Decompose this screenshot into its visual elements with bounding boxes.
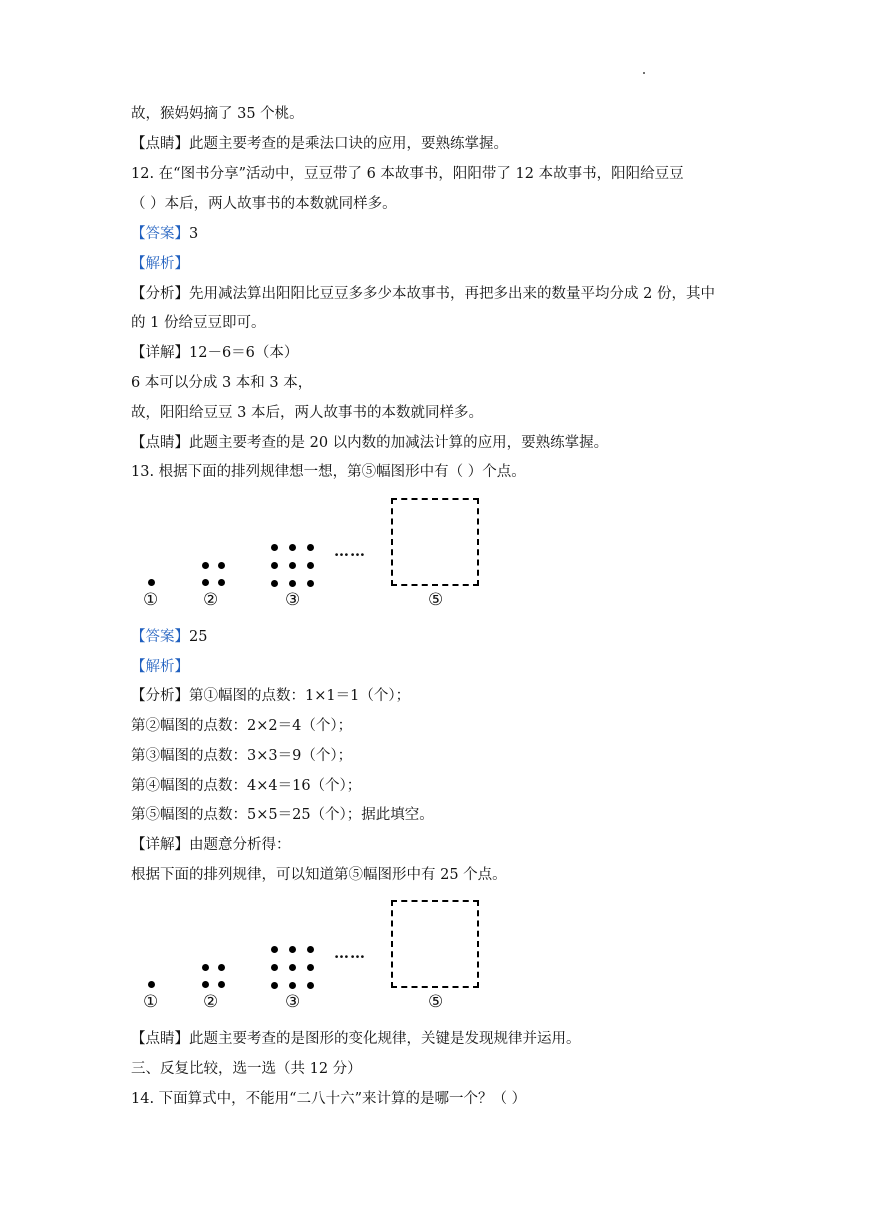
text-line-l5 xyxy=(131,224,198,244)
pattern-dot xyxy=(307,964,314,971)
text-segment: 【点睛】此题主要考查的是 20 以内数的加减法计算的应用，要熟练掌握。 xyxy=(131,435,609,451)
pattern-dot xyxy=(289,580,296,587)
pattern-ellipsis: …… xyxy=(334,542,366,560)
pattern-dot xyxy=(202,981,209,988)
pattern-dot xyxy=(289,982,296,989)
text-segment: 第⑤幅图的点数：5×5＝25（个）；据此填空。 xyxy=(131,807,434,823)
pattern-dot xyxy=(271,580,278,587)
text-line-l2 xyxy=(131,134,508,154)
page-mark xyxy=(643,72,645,74)
text-segment: 25 xyxy=(189,629,208,645)
text-line-l11 xyxy=(131,403,483,423)
text-line-l8 xyxy=(131,313,265,333)
empty-dashed-box xyxy=(391,498,479,586)
text-line-l7 xyxy=(131,284,715,304)
dot-pattern-figure-repeat xyxy=(131,897,491,1017)
text-segment: 【点睛】此题主要考查的是乘法口诀的应用，要熟练掌握。 xyxy=(131,136,508,152)
pattern-dot xyxy=(271,964,278,971)
pattern-dot xyxy=(148,579,155,586)
pattern-dot xyxy=(271,982,278,989)
text-line-l10 xyxy=(131,373,312,393)
pattern-dot xyxy=(307,946,314,953)
text-segment: 3 xyxy=(189,226,199,242)
text-line-l16 xyxy=(131,686,410,706)
pattern-dot xyxy=(202,562,209,569)
section-heading: 【答案】 xyxy=(131,226,189,242)
figure-label-3: ③ xyxy=(285,590,301,610)
text-line-l13 xyxy=(131,462,526,482)
section-heading: 【解析】 xyxy=(131,256,189,272)
text-line-l4 xyxy=(131,194,397,214)
text-segment: 【详解】由题意分析得： xyxy=(131,837,291,853)
figure-label-4: ⑤ xyxy=(428,590,444,610)
pattern-dot xyxy=(271,544,278,551)
text-segment: 14. 下面算式中，不能用“二八十六”来计算的是哪一个？（ ） xyxy=(131,1091,527,1107)
figure-label-2: ② xyxy=(203,992,219,1012)
text-segment: 第④幅图的点数：4×4＝16（个）； xyxy=(131,778,362,794)
pattern-dot xyxy=(307,562,314,569)
text-segment: （ ）本后，两人故事书的本数就同样多。 xyxy=(131,196,397,212)
dot-pattern-figure xyxy=(131,495,491,615)
text-segment: 第②幅图的点数：2×2＝4（个）； xyxy=(131,718,353,734)
pattern-dot xyxy=(271,562,278,569)
pattern-dot xyxy=(148,981,155,988)
text-line-l25 xyxy=(131,1089,526,1109)
pattern-dot xyxy=(307,544,314,551)
text-line-l17 xyxy=(131,716,352,736)
pattern-dot xyxy=(218,981,225,988)
figure-label-1: ① xyxy=(143,992,159,1012)
text-segment: 【分析】第①幅图的点数：1×1＝1（个）； xyxy=(131,688,411,704)
text-segment: 13. 根据下面的排列规律想一想，第⑤幅图形中有（ ）个点。 xyxy=(131,464,526,480)
pattern-dot xyxy=(289,562,296,569)
text-segment: 【详解】12－6＝6（本） xyxy=(131,345,299,361)
text-line-l15 xyxy=(131,657,189,677)
text-line-l22 xyxy=(131,865,507,885)
figure-label-3: ③ xyxy=(285,992,301,1012)
empty-dashed-box xyxy=(391,900,479,988)
figure-label-2: ② xyxy=(203,590,219,610)
text-line-l9 xyxy=(131,343,298,363)
text-segment: 第③幅图的点数：3×3＝9（个）； xyxy=(131,748,353,764)
pattern-dot xyxy=(289,544,296,551)
text-line-l3 xyxy=(131,164,684,184)
text-segment: 12. 在“图书分享”活动中，豆豆带了 6 本故事书，阳阳带了 12 本故事书，阳阳给豆豆 xyxy=(131,166,684,182)
text-line-l18 xyxy=(131,746,352,766)
text-segment: 的 1 份给豆豆即可。 xyxy=(131,315,266,331)
pattern-dot xyxy=(202,579,209,586)
pattern-dot xyxy=(218,964,225,971)
text-line-l19 xyxy=(131,776,361,796)
text-line-l23 xyxy=(131,1029,581,1049)
pattern-dot xyxy=(289,946,296,953)
text-line-l21 xyxy=(131,835,291,855)
text-line-l1 xyxy=(131,104,304,124)
text-line-l12 xyxy=(131,433,608,453)
text-segment: 【点睛】此题主要考查的是图形的变化规律，关键是发现规律并运用。 xyxy=(131,1031,581,1047)
pattern-dot xyxy=(202,964,209,971)
pattern-dot xyxy=(307,580,314,587)
pattern-dot xyxy=(218,562,225,569)
figure-label-1: ① xyxy=(143,590,159,610)
text-segment: 三、反复比较，选一选（共 12 分） xyxy=(131,1061,362,1077)
pattern-dot xyxy=(307,982,314,989)
section-heading: 【解析】 xyxy=(131,659,189,675)
figure-label-4: ⑤ xyxy=(428,992,444,1012)
text-segment: 6 本可以分成 3 本和 3 本， xyxy=(131,375,313,391)
section-heading: 【答案】 xyxy=(131,629,189,645)
text-line-l20 xyxy=(131,805,434,825)
text-segment: 故，阳阳给豆豆 3 本后，两人故事书的本数就同样多。 xyxy=(131,405,483,421)
pattern-dot xyxy=(289,964,296,971)
text-line-l6 xyxy=(131,254,189,274)
pattern-dot xyxy=(271,946,278,953)
text-line-l14 xyxy=(131,627,207,647)
text-line-l24 xyxy=(131,1059,362,1079)
text-segment: 故，猴妈妈摘了 35 个桃。 xyxy=(131,106,304,122)
text-segment: 【分析】先用减法算出阳阳比豆豆多多少本故事书，再把多出来的数量平均分成 2 份，其中 xyxy=(131,286,715,302)
text-segment: 根据下面的排列规律，可以知道第⑤幅图形中有 25 个点。 xyxy=(131,867,507,883)
pattern-ellipsis: …… xyxy=(334,944,366,962)
pattern-dot xyxy=(218,579,225,586)
